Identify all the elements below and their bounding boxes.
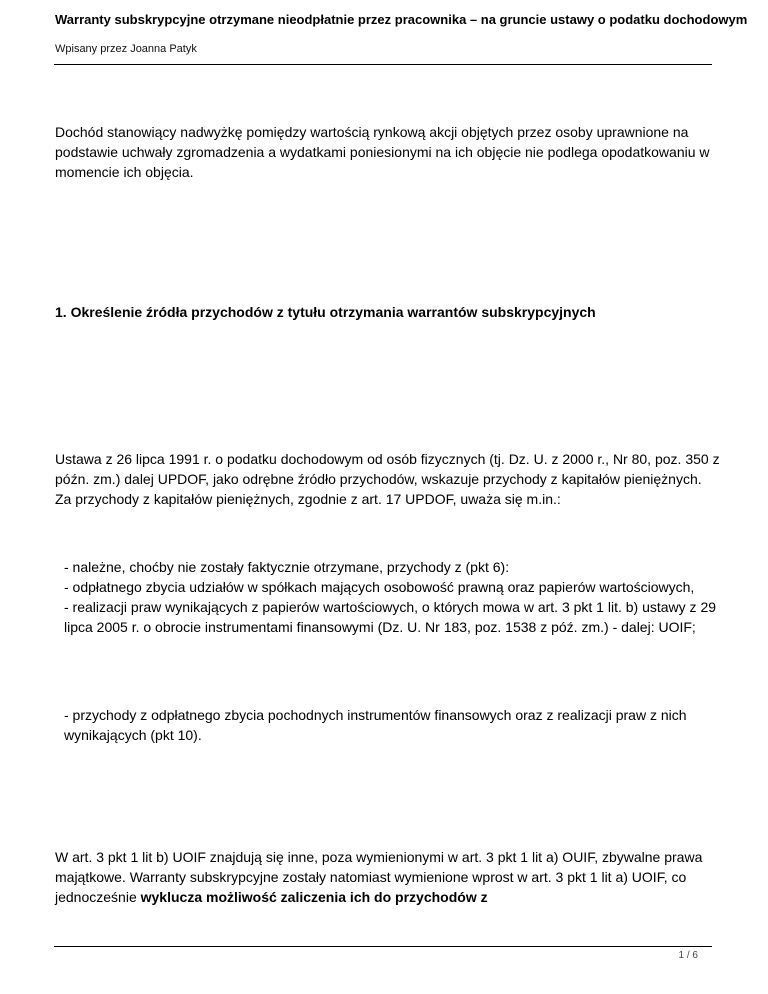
list-block-1 <box>55 557 720 637</box>
list-item-text: - odpłatnego zbycia udziałów w spółkach mających osobowość prawną oraz papierów wartościowych, <box>64 579 695 595</box>
list-item <box>55 597 720 637</box>
document-title: Warranty subskrypcyjne otrzymane nieodpłatnie przez pracownika – na gruncie ustawy o podatku dochodowym <box>55 12 748 27</box>
author-line: Wpisany przez Joanna Patyk <box>55 43 197 55</box>
header-divider <box>54 64 712 65</box>
final-paragraph-bold: wyklucza możliwość zaliczenia ich do przychodów z <box>140 889 488 905</box>
list-block-2 <box>55 705 720 745</box>
list-item-text: - realizacji praw wynikających z papierów wartościowych, o których mowa w art. 3 pkt 1 lit. b) ustawy z 29 lipca 2005 r. o obrocie instrumentami finansowymi (Dz. U. Nr 183, poz. 1538 z póź. zm.) - dalej: UOIF; <box>64 599 717 635</box>
intro-paragraph: Dochód stanowiący nadwyżkę pomiędzy wartością rynkową akcji objętych przez osoby uprawnione na podstawie uchwały zgromadzenia a wydatkami poniesionymi na ich objęcie nie podlega opodatkowaniu w momencie ich objęcia. <box>55 124 710 180</box>
ustawa-paragraph: Ustawa z 26 lipca 1991 r. o podatku dochodowym od osób fizycznych (tj. Dz. U. z 2000 r., Nr 80, poz. 350 z późn. zm.) dalej UPDOF, jako odrębne źródło przychodów, wskazuje przychody z kapitałów pieniężnych. Za przychody z kapitałów pieniężnych, zgodnie z art. 17 UPDOF, uważa się m.in.: <box>55 451 720 507</box>
final-paragraph <box>55 847 720 907</box>
section-heading-text: 1. Określenie źródła przychodów z tytułu otrzymania warrantów subskrypcyjnych <box>55 304 596 320</box>
final-paragraph-text: W art. 3 pkt 1 lit b) UOIF znajdują się inne, poza wymienionymi w art. 3 pkt 1 lit a) OUIF, zbywalne prawa majątkowe. Warranty subskrypcyjne zostały natomiast wymienione wprost w art. 3 pkt 1 lit a) UOIF, co jednocześnie <box>55 849 703 905</box>
list-item <box>55 577 720 597</box>
page-number: 1 / 6 <box>678 950 698 961</box>
footer-divider <box>54 946 712 947</box>
section-heading <box>55 302 720 322</box>
list-item: - przychody z odpłatnego zbycia pochodnych instrumentów finansowych oraz z realizacji praw z nich wynikających (pkt 10). <box>64 707 687 743</box>
list-item: - należne, choćby nie zostały faktycznie otrzymane, przychody z (pkt 6): <box>64 559 510 575</box>
